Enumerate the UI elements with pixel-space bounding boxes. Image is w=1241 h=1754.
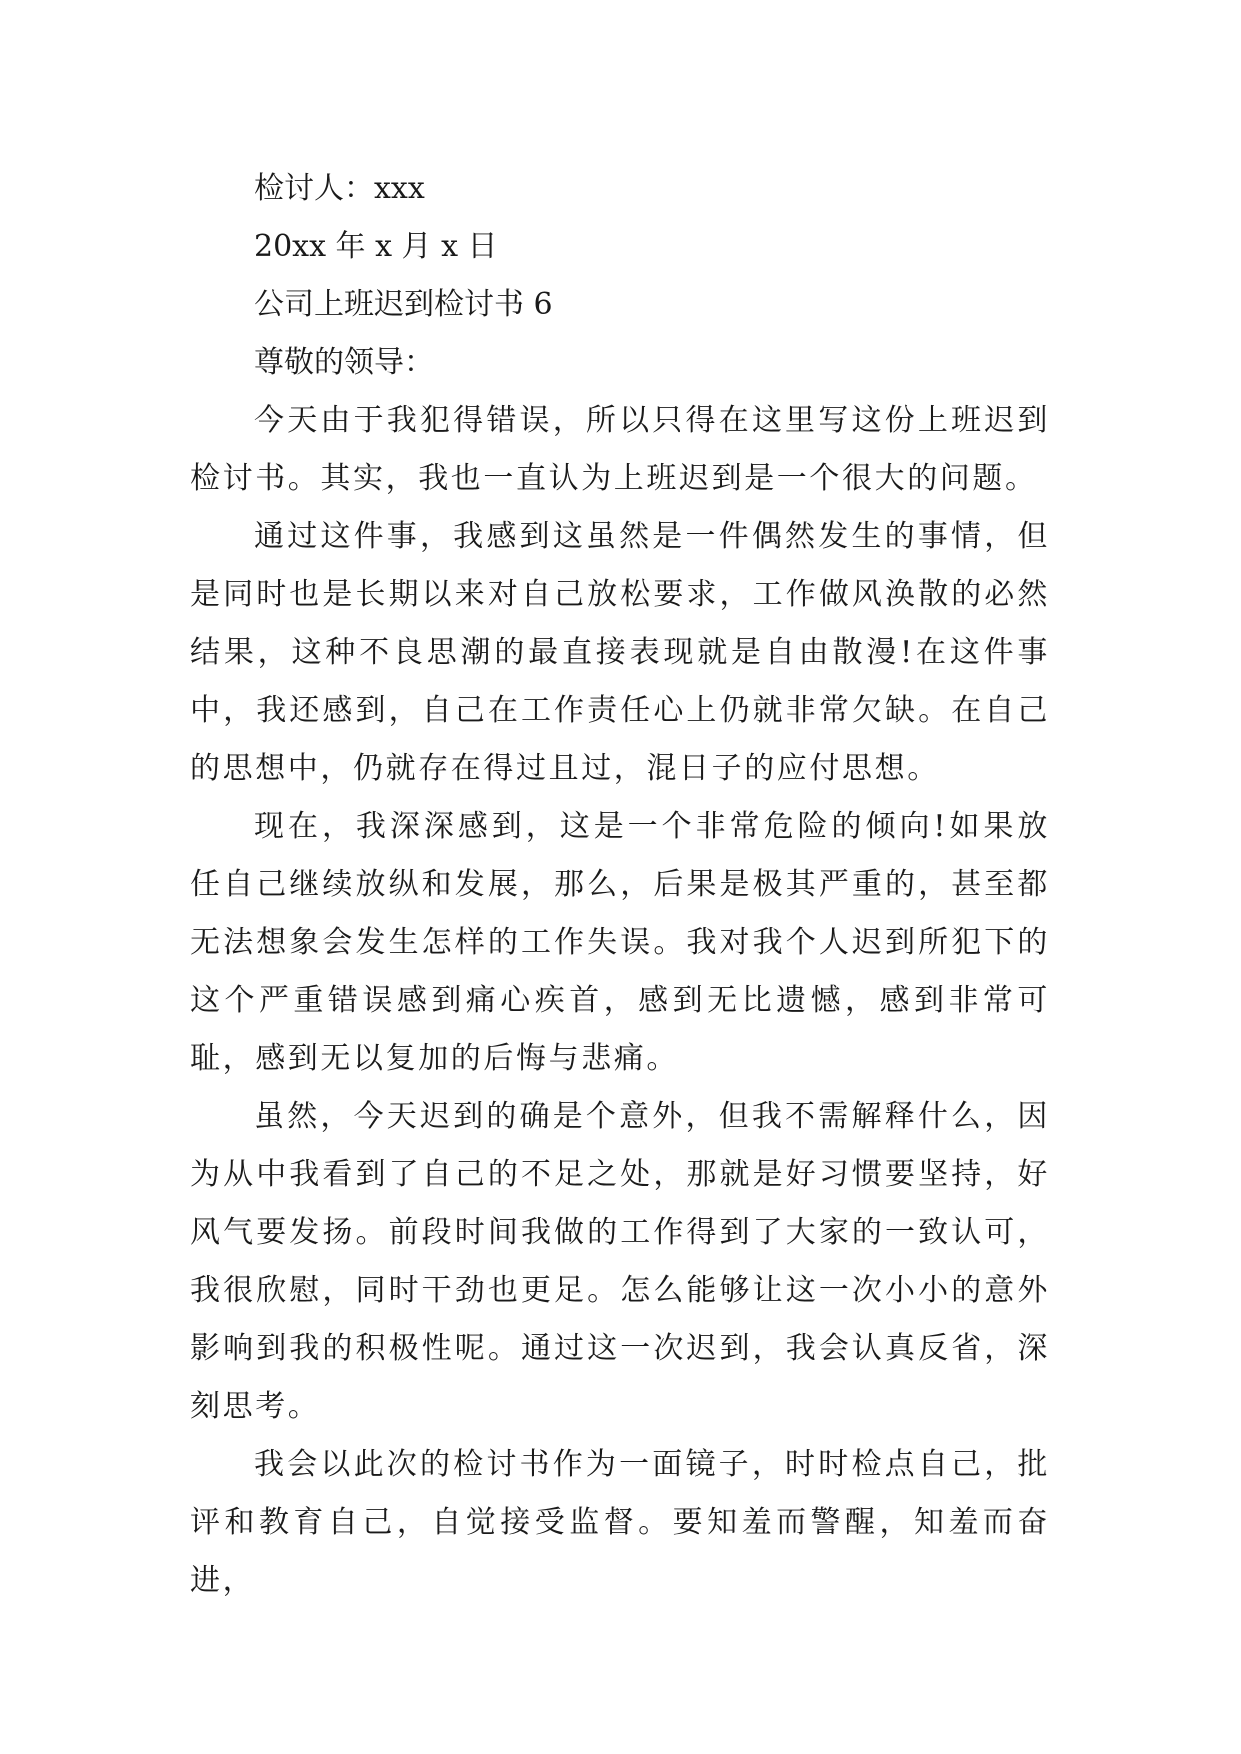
document-title: 公司上班迟到检讨书 6 (254, 287, 553, 322)
date-line: 20xx 年 x 月 x 日 (254, 229, 498, 264)
salutation: 尊敬的领导： (254, 345, 434, 380)
paragraph-5: 我会以此次的检讨书作为一面镜子，时时检点自己，批评和教育自己，自觉接受监督。要知羞而警醒，知羞而奋进， (190, 1447, 1050, 1598)
document-body (190, 160, 1050, 1610)
paragraph-1: 今天由于我犯得错误，所以只得在这里写这份上班迟到检讨书。其实，我也一直认为上班迟到是一个很大的问题。 (190, 403, 1050, 496)
paragraph-3: 现在，我深深感到，这是一个非常危险的倾向!如果放任自己继续放纵和发展，那么，后果是极其严重的，甚至都无法想象会发生怎样的工作失误。我对我个人迟到所犯下的这个严重错误感到痛心疾首，感到无比遗憾，感到非常可耻，感到无以复加的后悔与悲痛。 (190, 809, 1050, 1076)
reviewer-line: 检讨人：xxx (254, 171, 425, 206)
paragraph-2: 通过这件事，我感到这虽然是一件偶然发生的事情，但是同时也是长期以来对自己放松要求，工作做风涣散的必然结果，这种不良思潮的最直接表现就是自由散漫!在这件事中，我还感到，自己在工作责任心上仍就非常欠缺。在自己的思想中，仍就存在得过且过，混日子的应付思想。 (190, 519, 1050, 786)
paragraph-4: 虽然，今天迟到的确是个意外，但我不需解释什么，因为从中我看到了自己的不足之处，那就是好习惯要坚持，好风气要发扬。前段时间我做的工作得到了大家的一致认可，我很欣慰，同时干劲也更足。怎么能够让这一次小小的意外影响到我的积极性呢。通过这一次迟到，我会认真反省，深刻思考。 (190, 1099, 1050, 1424)
